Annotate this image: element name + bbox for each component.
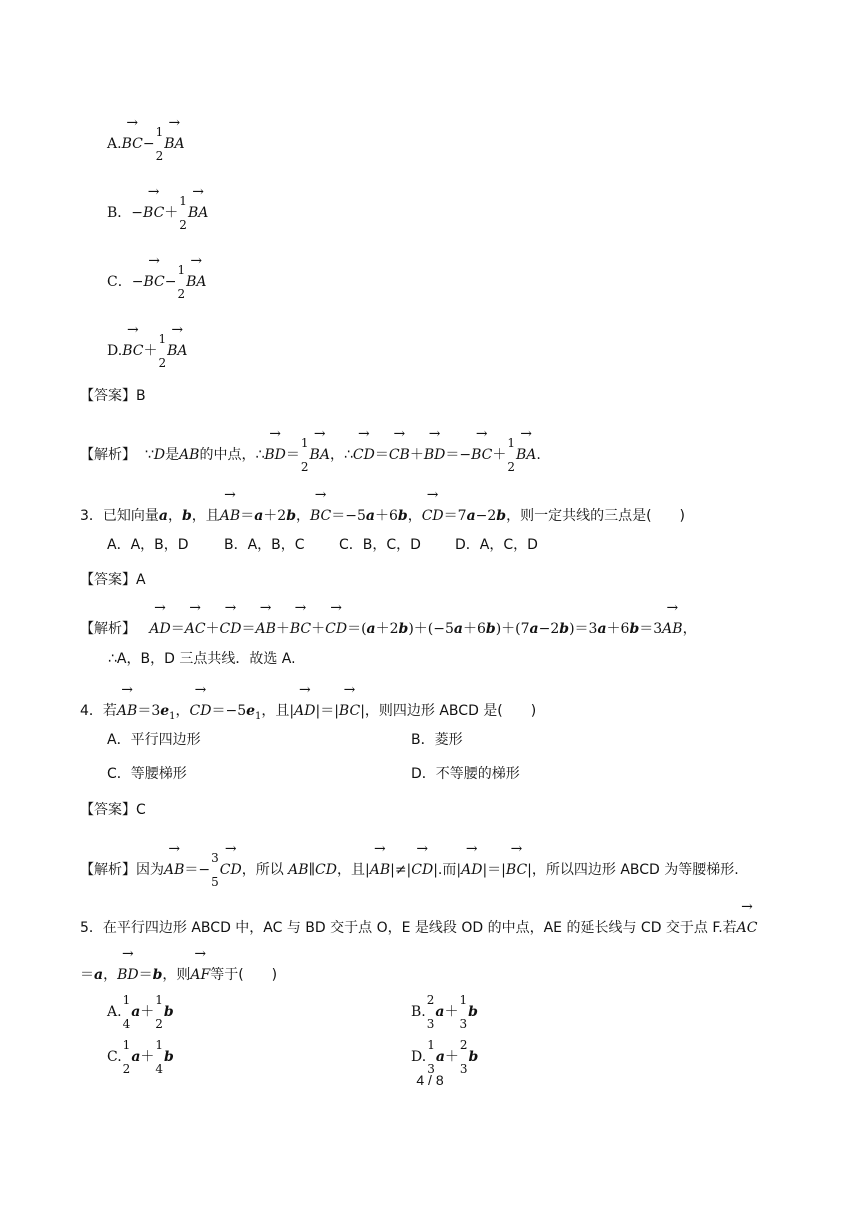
option-label: D. <box>107 343 123 359</box>
option-label: B. <box>411 1004 426 1020</box>
q3-option-a: A．A，B，D <box>107 537 189 553</box>
option-label: A. <box>107 136 122 152</box>
q2-option-d: D.→ BC＋ 1 2 → BA <box>107 339 188 363</box>
explanation-label: 【解析】 <box>80 862 136 878</box>
q4-option-c: C．等腰梯形 <box>107 766 187 782</box>
q4-option-d: D．不等腰的梯形 <box>411 766 520 782</box>
text: 4．若 <box>80 703 117 719</box>
q2-option-a: A.→ BC− 1 2 → BA <box>107 132 185 156</box>
option-label: C． <box>107 274 132 290</box>
option-label: C. <box>107 1049 122 1065</box>
explanation-label: 【解析】 <box>80 447 136 463</box>
text: ∵ <box>144 447 154 463</box>
q2-explanation: 【解析】 ∵D是AB的中点，∴→ BD＝ 1 2 → BA，∴→ CD＝→ CB＋→ BD＝−→ BC＋ 1 2 → BA. <box>80 443 541 467</box>
option-label: A. <box>107 1004 122 1020</box>
q5-stem-line1: 5．在平行四边形 ABCD 中，AC 与 BD 交于点 O，E 是线段 OD 的中点，AE 的延长线与 CD 交于点 F.若→ AC <box>80 918 757 938</box>
q2-answer: 【答案】B <box>80 388 146 404</box>
text: 是 <box>165 447 180 463</box>
q3-stem: 3．已知向量a，b，且→ AB＝a＋2b，→ BC＝−5a＋6b，→ CD＝7a−2b，则一定共线的三点是( ) <box>80 506 685 526</box>
q2-option-c: C．−→ BC− 1 2 → BA <box>107 270 207 294</box>
q5-stem-line2: ＝a，→ BD＝b，则→ AF等于( ) <box>80 965 277 985</box>
text: ，则一定共线的三点是( ) <box>506 508 686 524</box>
text: ，∴ <box>329 447 353 463</box>
q4-answer: 【答案】C <box>80 802 146 818</box>
explanation-label: 【解析】 <box>80 621 136 637</box>
q5-option-d: D. 1 3 a＋ 2 3 b <box>411 1038 479 1076</box>
text: 3．已知向量 <box>80 508 159 524</box>
q2-option-b: B．−→ BC＋ 1 2 → BA <box>107 201 208 225</box>
q3-explanation: 【解析】 → AD＝→ AC＋→ CD＝→ AB＋→ BC＋→ CD＝(a＋2b)＋(−5a＋6b)＋(7a−2b)＝3a＋6b＝3→ AB， <box>80 619 697 639</box>
q3-option-c: C．B，C，D <box>339 537 421 553</box>
q3-explanation-line2: ∴A，B，D 三点共线．故选 A. <box>108 651 296 667</box>
text: ，所以四边形 ABCD 为等腰梯形. <box>531 862 739 878</box>
text: 的中点，∴ <box>199 447 265 463</box>
q4-option-b: B．菱形 <box>411 732 463 748</box>
q3-option-b: B．A，B，C <box>224 537 305 553</box>
q4-stem: 4．若→ $AB=3e_1$，→ $CD=-5e_1$，且|→ AD|＝|→ BC|，则四边形 ABCD 是( ) <box>80 701 536 727</box>
q3-option-d: D．A，C，D <box>455 537 538 553</box>
q3-answer: 【答案】A <box>80 572 146 588</box>
q5-option-a: A. 1 4 a＋ 1 2 b <box>107 993 174 1031</box>
option-label: D. <box>411 1049 427 1065</box>
q4-option-a: A．平行四边形 <box>107 732 201 748</box>
page-number: 4 / 8 <box>416 1072 444 1088</box>
text: ，则四边形 ABCD 是( ) <box>364 703 537 719</box>
q4-explanation: 【解析】因为→ AB＝− 3 5 → CD，所以 AB∥CD，且|→ AB|≠|→ CD|.而|→ AD|＝|→ BC|，所以四边形 ABCD 为等腰梯形. <box>80 858 739 882</box>
text: ，且 <box>191 508 220 524</box>
text: 5．在平行四边形 ABCD 中，AC 与 BD 交于点 O，E 是线段 OD 的中点，AE 的延长线与 CD 交于点 F.若 <box>80 920 737 936</box>
q5-option-b: B. 2 3 a＋ 1 3 b <box>411 993 478 1031</box>
text: 等于( ) <box>210 967 278 983</box>
q5-option-c: C. 1 2 a＋ 1 4 b <box>107 1038 174 1076</box>
option-label: B． <box>107 205 132 221</box>
